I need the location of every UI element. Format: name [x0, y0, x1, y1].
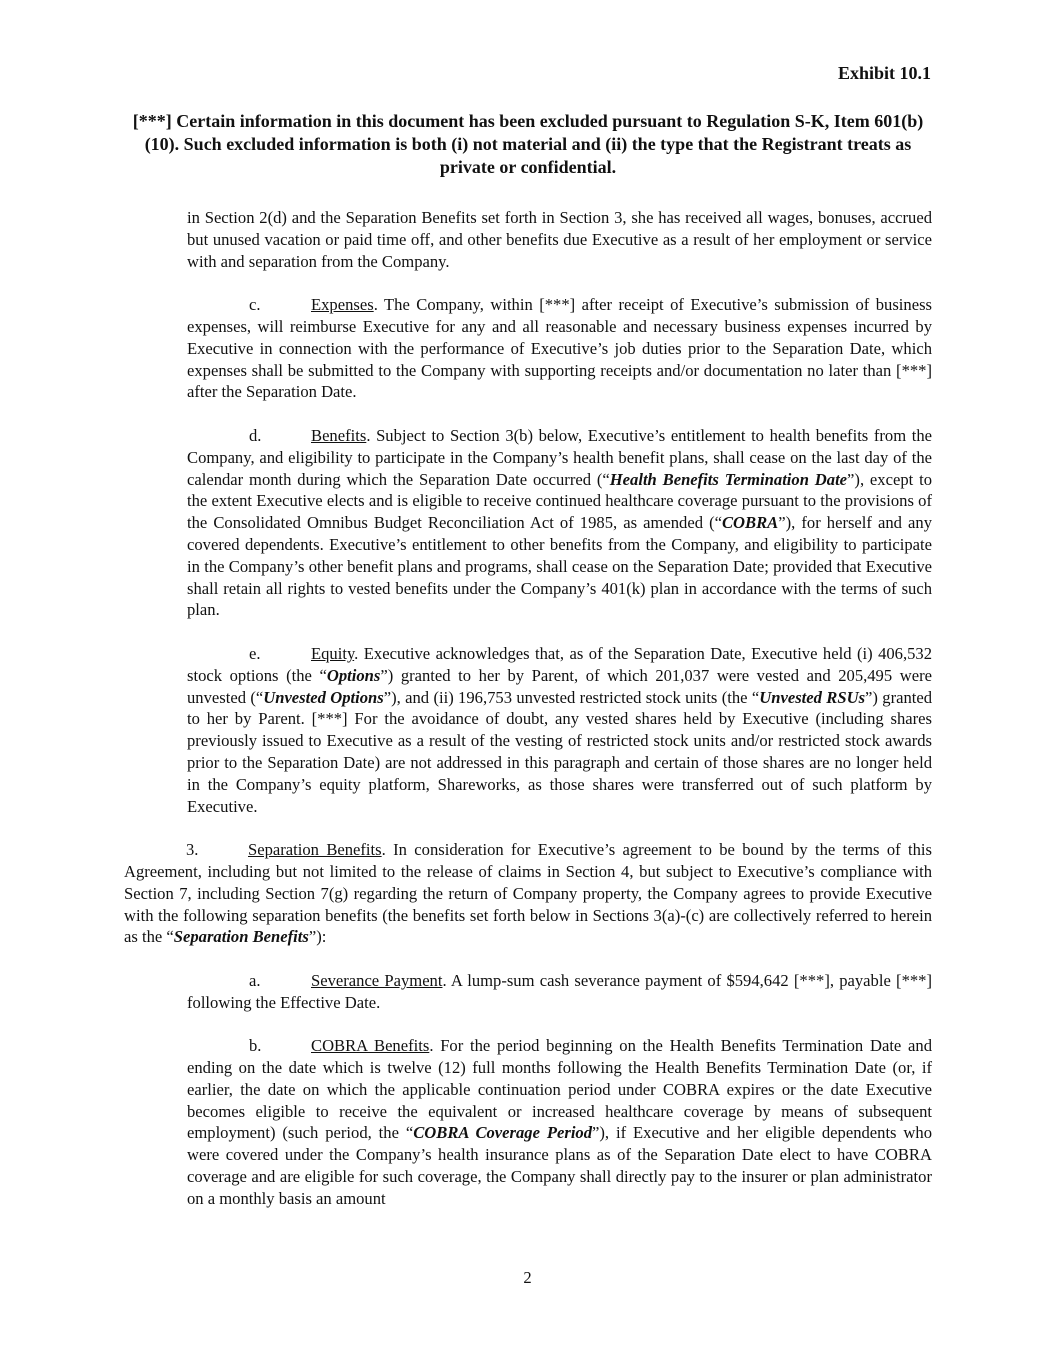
section-3a-text: . A lump-sum cash severance payment of $594,642 [***], payable [***] following the Effective Date.: [187, 970, 932, 1012]
defined-term-cobra: COBRA: [721, 513, 779, 533]
page-number: 2: [523, 1268, 532, 1287]
defined-term-cobra-coverage-period: COBRA Coverage Period: [413, 1123, 593, 1143]
section-3-marker: 3.: [186, 840, 199, 860]
section-d-paragraph: [124, 425, 932, 621]
section-3a-heading: Severance Payment: [311, 970, 443, 990]
section-e-paragraph: [124, 643, 932, 817]
section-3a-marker: a.: [249, 970, 261, 990]
continuation-paragraph: [124, 207, 932, 272]
defined-term-unvested-rsus: Unvested RSUs: [759, 687, 866, 707]
defined-term-unvested-options: Unvested Options: [263, 687, 384, 707]
exhibit-label: Exhibit 10.1: [837, 63, 931, 83]
section-e-text-2: ”) granted to her by Parent, of which 201,037 were vested and 205,495 were unvested (“: [187, 665, 932, 707]
section-3a-paragraph: [124, 970, 932, 1014]
section-d-heading: Benefits: [311, 425, 367, 445]
section-3b-text-2: ”), if Executive and her eligible dependents who were covered under the Company’s health insurance plans as of the Separation Date elect to have COBRA coverage and are eligible for such coverage, the Company shall directly pay to the insurer or plan administrator on a monthly basis an amount: [187, 1123, 932, 1208]
defined-term-health-benefits-termination-date: Health Benefits Termination Date: [609, 469, 848, 489]
defined-term-separation-benefits: Separation Benefits: [173, 927, 309, 947]
section-e-text-3: ”), and (ii) 196,753 unvested restricted stock units (the “: [383, 687, 760, 707]
redaction-notice: [***] Certain information in this document has been excluded pursuant to Regulation S-K, Item 601(b)(10). Such excluded information is both (i) not material and (ii) the type that the Registrant treats as private or confidential.: [132, 111, 924, 177]
section-d-text-1: . Subject to Section 3(b) below, Executive’s entitlement to health benefits from the Company, and eligibility to participate in the Company’s health benefit plans, shall cease on the last day of the calendar month during which the Separation Date occurred (“: [187, 425, 932, 489]
document-body: [124, 207, 932, 1231]
section-3b-text-1: . For the period beginning on the Health Benefits Termination Date and ending on the date which is twelve (12) full months following the Health Benefits Termination Date (or, if earlier, the date on which the applicable continuation period under COBRA expires or the date Executive becomes eligible to receive the equivalent or increased healthcare coverage by means of subsequent employment) (such period, the “: [187, 1036, 933, 1143]
section-d-text-3: ”), for herself and any covered dependents. Executive’s entitlement to other benefits from the Company, and eligibility to participate in the Company’s other benefit plans and programs, shall cease on the Separation Date; provided that Executive shall retain all rights to vested benefits under the Company’s 401(k) plan in accordance with the terms of such plan.: [187, 513, 933, 620]
continuation-text: in Section 2(d) and the Separation Benefits set forth in Section 3, she has received all wages, bonuses, accrued but unused vacation or paid time off, and other benefits due Executive as a result of her employment or service with and separation from the Company.: [187, 208, 932, 271]
section-c-text: . The Company, within [***] after receipt of Executive’s submission of business expenses, will reimburse Executive for any and all reasonable and necessary business expenses incurred by Executive in connection with the performance of Executive’s job duties prior to the Separation Date, which expenses shall be submitted to the Company with supporting receipts and/or documentation no later than [***] after the Separation Date.: [187, 295, 932, 402]
section-e-marker: e.: [249, 643, 261, 663]
section-e-text-1: . Executive acknowledges that, as of the Separation Date, Executive held (i) 406,532 stock options (the “: [187, 643, 932, 685]
section-3-text-1: . In consideration for Executive’s agreement to be bound by the terms of this Agreement, including but not limited to the release of claims in Section 4, but subject to Executive’s compliance with Section 7, including Section 7(g) regarding the return of Company property, the Company agrees to provide Executive with the following separation benefits (the benefits set forth below in Sections 3(a)-(c) are collectively referred to herein as the “: [124, 840, 932, 947]
section-c-marker: c.: [249, 295, 261, 315]
section-3-text-2: ”):: [308, 927, 327, 947]
section-3b-heading: COBRA Benefits: [311, 1036, 430, 1056]
section-e-text-4: ”) granted to her by Parent. [***] For the avoidance of doubt, any vested shares held by Executive (including shares previously issued to Executive as a result of the vesting of restricted stock units and/or restricted stock awards prior to the Separation Date) are not addressed in this paragraph and certain of those shares are no longer held in the Company’s equity platform, Shareworks, as those shares were transferred out of such platform by Executive.: [187, 687, 933, 816]
section-3-heading: Separation Benefits: [248, 840, 382, 860]
defined-term-options: Options: [326, 665, 381, 685]
section-d-text-2: ”), except to the extent Executive elects and is eligible to receive continued healthcare coverage pursuant to the provisions of the Consolidated Omnibus Budget Reconciliation Act of 1985, as amended (“: [187, 469, 932, 533]
section-3-paragraph: [124, 839, 932, 948]
section-3b-paragraph: [124, 1035, 932, 1209]
section-d-marker: d.: [249, 425, 262, 445]
section-3b-marker: b.: [249, 1036, 262, 1056]
section-c-heading: Expenses: [311, 295, 374, 315]
section-e-heading: Equity: [311, 643, 355, 663]
section-c-paragraph: [124, 294, 932, 403]
